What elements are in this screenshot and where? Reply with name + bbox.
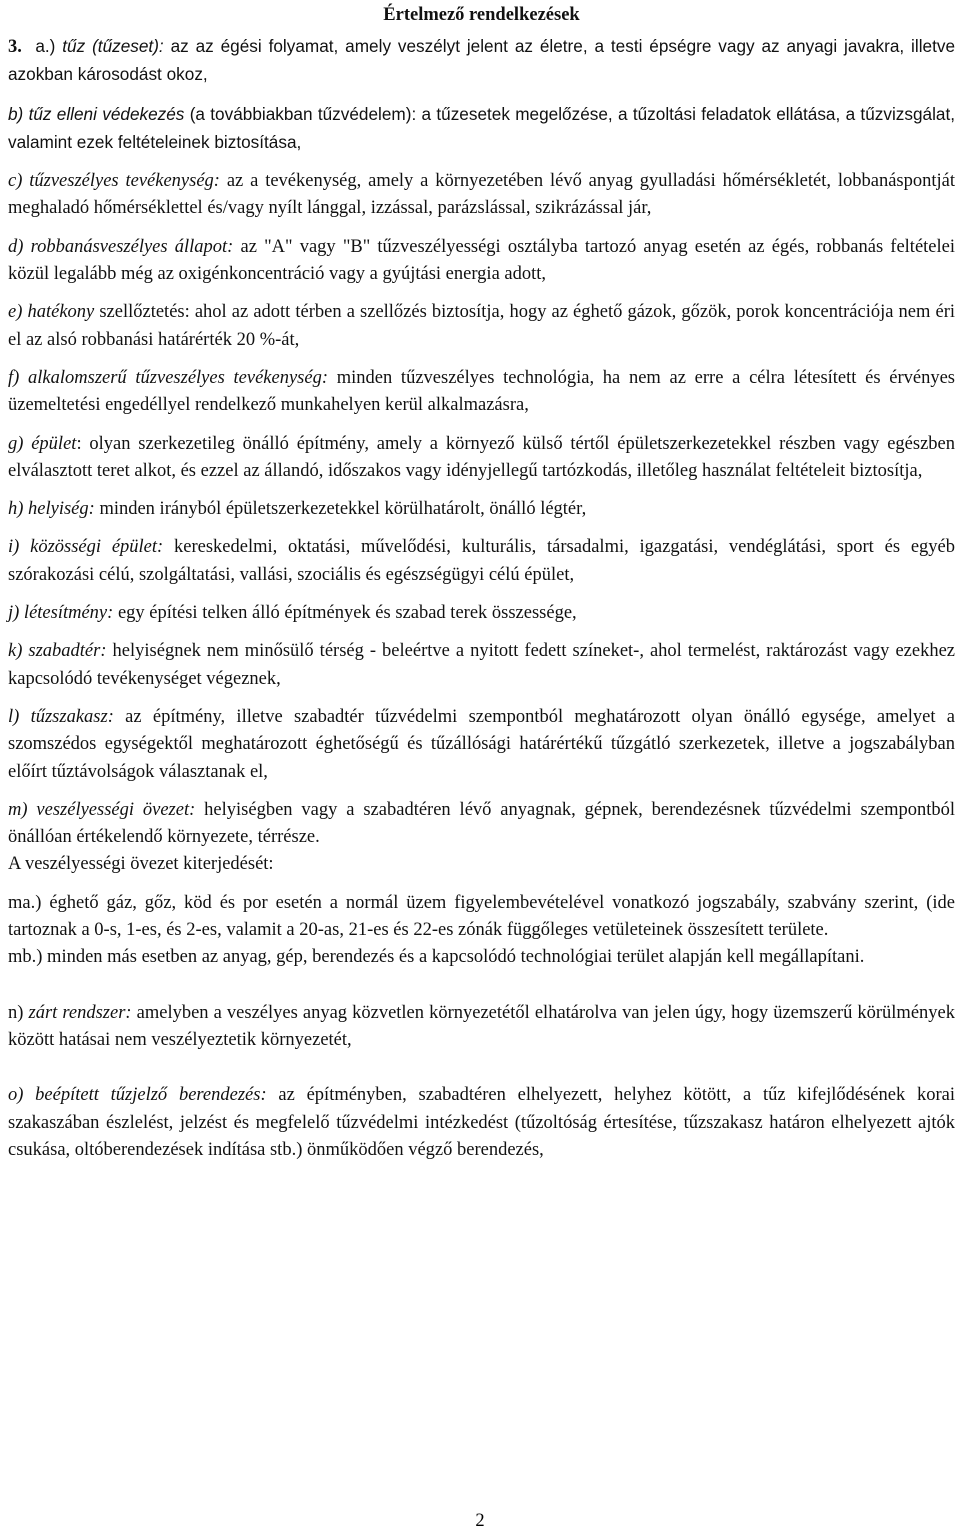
definition-term: g) épület bbox=[8, 433, 77, 454]
definition-n bbox=[8, 1000, 955, 1055]
definition-text: az az égési folyamat, amely veszélyt jelent az életre, a testi épségre vagy az anyagi javakra, illetve azokban károsodást okoz, bbox=[8, 36, 955, 85]
definition-text: helyiségnek nem minősülő térség - beleértve a nyitott fedett színeket-, ahol termelést, raktározást vagy ezekhez kapcsolódó tevékenységet végeznek, bbox=[8, 641, 955, 689]
definition-text: kereskedelmi, oktatási, művelődési, kulturális, társadalmi, igazgatási, vendéglátási, sport és egyéb szórakozási célú, szolgáltatási, vallási, szociális és egészségügyi célú épület, bbox=[8, 537, 955, 585]
definition-h bbox=[8, 496, 955, 523]
definition-text: minden tűzveszélyes technológia, ha nem az erre a célra létesített és érvényes üzemeltetési engedéllyel rendelkező munkahelyen kerül alkalmazásra, bbox=[8, 367, 956, 416]
definition-text: az építmény, illetve szabadtér tűzvédelmi szempontból meghatározott olyan önálló egysége, amelyet a szomszédos egységektől meghatározott éghetőségű és tűzállósági határértékű tűzgátló szerkezetek, illetve a jogszabályban előírt tűztávolságok választanak el, bbox=[8, 706, 955, 782]
definition-lead: n) bbox=[8, 1002, 24, 1023]
definition-m bbox=[8, 797, 955, 852]
definition-term: e) hatékony bbox=[8, 302, 95, 323]
definition-text: az "A" vagy "B" tűzveszélyességi osztályba tartozó anyag esetén az égés, robbanás feltételei közül legalább még az oxigénkoncentráció vagy a gyújtási energia adott, bbox=[8, 236, 956, 285]
definition-c bbox=[8, 168, 955, 223]
definition-text: az építményben, szabadtéren elhelyezett, helyhez kötött, a tűz kifejlődésének korai szakaszában észlelést, jelzést és megfelelő tűzvédelmi intézkedést (tűzoltóság értesítése, tűzszakasz határon elhelyezett ajtók csukása, oltóberendezések indítása stb.) önműködően végző berendezés, bbox=[8, 1085, 955, 1160]
definition-term: d) robbanásveszélyes állapot: bbox=[8, 236, 234, 257]
definition-text: amelyben a veszélyes anyag közvetlen környezetétől elhatárolva van jelen úgy, hogy üzemszerű körülmények között hatásai nem veszélyeztetik környezetét, bbox=[8, 1002, 955, 1050]
definition-text: : olyan szerkezetileg önálló építmény, amely a környező külső tértől épületszerkezetekkel részben vagy egészben elválasztott teret alkot, és ezzel az állandó, időszakos vagy idényjellegű tartózkodás, illetőleg használat feltételeit biztosítja, bbox=[8, 433, 955, 481]
definition-term: o) beépített tűzjelző berendezés: bbox=[8, 1085, 267, 1106]
zone-item-ma: ma.) éghető gáz, gőz, köd és por esetén a normál üzem figyelembevételével vonatkozó jogszabály, szabvány szerint, (ide tartoznak a 0-s, 1-es, és 2-es, valamit a 20-as, 21-es és 22-es zónák függőleges vetületeinek összesített területe. bbox=[8, 892, 955, 941]
definition-term: f) alkalomszerű tűzveszélyes tevékenység: bbox=[8, 367, 328, 388]
definition-d bbox=[8, 234, 955, 289]
definition-l bbox=[8, 704, 955, 786]
definition-text: minden irányból épületszerkezetekkel körülhatárolt, önálló légtér, bbox=[94, 499, 587, 520]
definition-text: (a továbbiakban tűzvédelem): a tűzesetek megelőzése, a tűzoltási feladatok ellátása, a tűzvizsgálat, valamint ezek feltételeinek biztosítása, bbox=[8, 103, 955, 152]
definition-text: egy építési telken álló építmények és szabad terek összessége, bbox=[113, 603, 577, 624]
definition-term: h) helyiség: bbox=[8, 499, 95, 520]
definition-term: i) közösségi épület: bbox=[8, 537, 164, 558]
definition-e bbox=[8, 299, 955, 354]
definition-text: az a tevékenység, amely a környezetében lévő anyag gyulladási hőmérsékletét, lobbanáspontját meghaladó hőmérséklettel és/vagy nyílt lánggal, izzással, parázslással, szikrázással jár, bbox=[8, 171, 956, 219]
definition-b bbox=[8, 101, 955, 158]
definition-3a: 3. a.) tűz (tűzeset): az az égési folyamat, amely veszélyt jelent az életre, a testi épségre vagy az anyagi javakra, illetve azokban károsodást okoz, bbox=[8, 36, 955, 85]
definition-term: zárt rendszer: bbox=[28, 1002, 132, 1023]
definition-k bbox=[8, 638, 955, 693]
definition-term: l) tűzszakasz: bbox=[8, 706, 114, 727]
definition-text: szellőztetés: ahol az adott térben a szellőzés biztosítja, hogy az éghető gázok, gőzök, porok koncentrációja nem éri el az alsó robbanási határérték 20 %-át, bbox=[8, 302, 955, 350]
page-number: 2 bbox=[475, 1511, 485, 1531]
zone-extent-heading: A veszélyességi övezet kiterjedését: bbox=[8, 854, 274, 875]
section-number: 3. bbox=[8, 37, 22, 57]
page-title: Értelmező rendelkezések bbox=[383, 5, 580, 25]
definition-i bbox=[8, 534, 955, 589]
definition-f bbox=[8, 365, 955, 420]
definition-term: j) létesítmény: bbox=[8, 603, 114, 624]
definition-term: b) tűz elleni védekezés bbox=[8, 103, 185, 124]
definition-text: helyiségben vagy a szabadtéren lévő anyagnak, gépnek, berendezésnek tűzvédelmi szempontból önállóan értékelendő környezete, térrésze. bbox=[8, 799, 955, 848]
definition-term: m) veszélyességi övezet: bbox=[8, 799, 196, 820]
zone-item-mb: mb.) minden más esetben az anyag, gép, berendezés és a kapcsolódó technológiai terület alapján kell megállapítani. bbox=[8, 947, 865, 968]
definition-term: k) szabadtér: bbox=[8, 641, 107, 662]
definition-o bbox=[8, 1082, 955, 1164]
definition-term: c) tűzveszélyes tevékenység: bbox=[8, 171, 220, 192]
definition-term: tűz (tűzeset): bbox=[62, 36, 164, 56]
definition-g bbox=[8, 431, 955, 486]
definition-j bbox=[8, 600, 955, 627]
